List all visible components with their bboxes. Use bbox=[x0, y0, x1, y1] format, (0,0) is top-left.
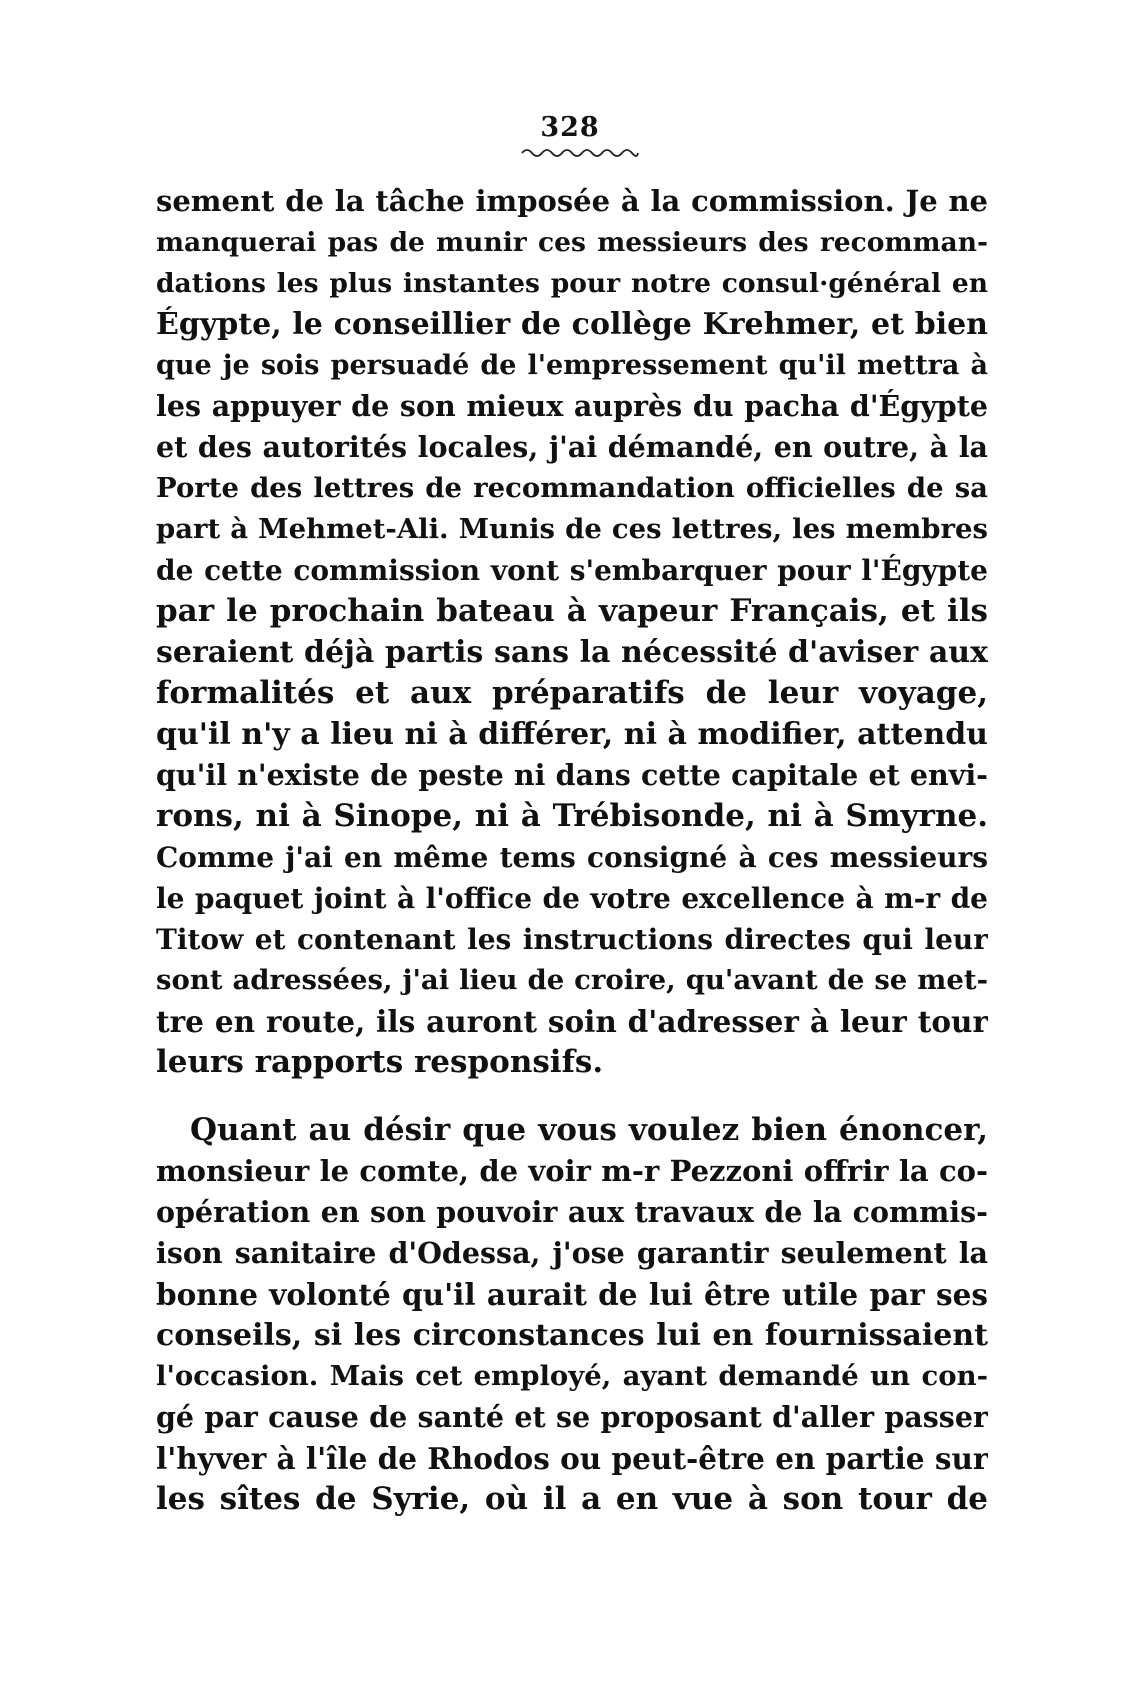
text-line: Égypte, le conseillier de collège Krehmer, et bien bbox=[156, 307, 988, 342]
text-line: ison sanitaire d'Odessa, j'ose garantir seulement la bbox=[156, 1236, 988, 1270]
text-line: bonne volonté qu'il aurait de lui être utile par ses bbox=[156, 1277, 988, 1312]
text-line: le paquet joint à l'office de votre excellence à m-r de bbox=[156, 882, 988, 915]
text-line: l'hyver à l'île de Rhodos ou peut-être en partie sur bbox=[156, 1441, 988, 1476]
text-line: Comme j'ai en même tems consigné à ces messieurs bbox=[156, 841, 988, 874]
paragraph-2 bbox=[156, 1110, 988, 1520]
text-line: par le prochain bateau à vapeur Français, et ils bbox=[156, 593, 988, 629]
text-line: tre en route, ils auront soin d'adresser à leur tour bbox=[156, 1004, 988, 1039]
text-line: sont adressées, j'ai lieu de croire, qu'avant de se met- bbox=[156, 964, 988, 996]
text-line: Porte des lettres de recommandation officielles de sa bbox=[156, 472, 988, 504]
text-line: monsieur le comte, de voir m-r Pezzoni offrir la co- bbox=[156, 1154, 988, 1188]
wavy-ornament bbox=[520, 146, 640, 160]
text-line: et des autorités locales, j'ai démandé, en outre, à la bbox=[156, 430, 988, 464]
text-line: l'occasion. Mais cet employé, ayant demandé un con- bbox=[156, 1360, 988, 1392]
text-line: Titow et contenant les instructions directes qui leur bbox=[156, 923, 988, 956]
text-line: de cette commission vont s'embarquer pour l'Égypte bbox=[156, 554, 988, 587]
text-line: qu'il n'existe de peste ni dans cette capitale et envi- bbox=[156, 758, 988, 792]
text-line: rons, ni à Sinope, ni à Trébisonde, ni à Smyrne. bbox=[156, 798, 988, 834]
text-line: sement de la tâche imposée à la commission. Je ne bbox=[156, 184, 988, 218]
text-line: formalités et aux préparatifs de leur voyage, bbox=[156, 675, 988, 711]
text-line: qu'il n'y a lieu ni à différer, ni à modifier, attendu bbox=[156, 717, 988, 752]
text-line: part à Mehmet-Ali. Munis de ces lettres, les membres bbox=[156, 513, 988, 545]
text-line: que je sois persuadé de l'empressement qu'il mettra à bbox=[156, 350, 988, 381]
text-line: gé par cause de santé et se proposant d'aller passer bbox=[156, 1400, 988, 1434]
text-line: manquerai pas de munir ces messieurs des recomman- bbox=[156, 227, 988, 258]
text-line: opération en son pouvoir aux travaux de la commis- bbox=[156, 1195, 988, 1229]
text-line: conseils, si les circonstances lui en fournissaient bbox=[156, 1318, 988, 1353]
text-line: leurs rapports responsifs. bbox=[156, 1044, 604, 1080]
text-line: Quant au désir que vous voulez bien énoncer, bbox=[190, 1112, 988, 1148]
text-line: les appuyer de son mieux auprès du pacha d'Égypte bbox=[156, 389, 988, 423]
text-line: les sîtes de Syrie, où il a en vue à son tour de bbox=[156, 1481, 988, 1517]
text-line: dations les plus instantes pour notre consul·général en bbox=[156, 268, 988, 299]
text-line: seraient déjà partis sans la nécessité d'aviser aux bbox=[156, 635, 988, 670]
page-number: 328 bbox=[540, 112, 600, 143]
paragraph-1 bbox=[156, 181, 988, 1083]
